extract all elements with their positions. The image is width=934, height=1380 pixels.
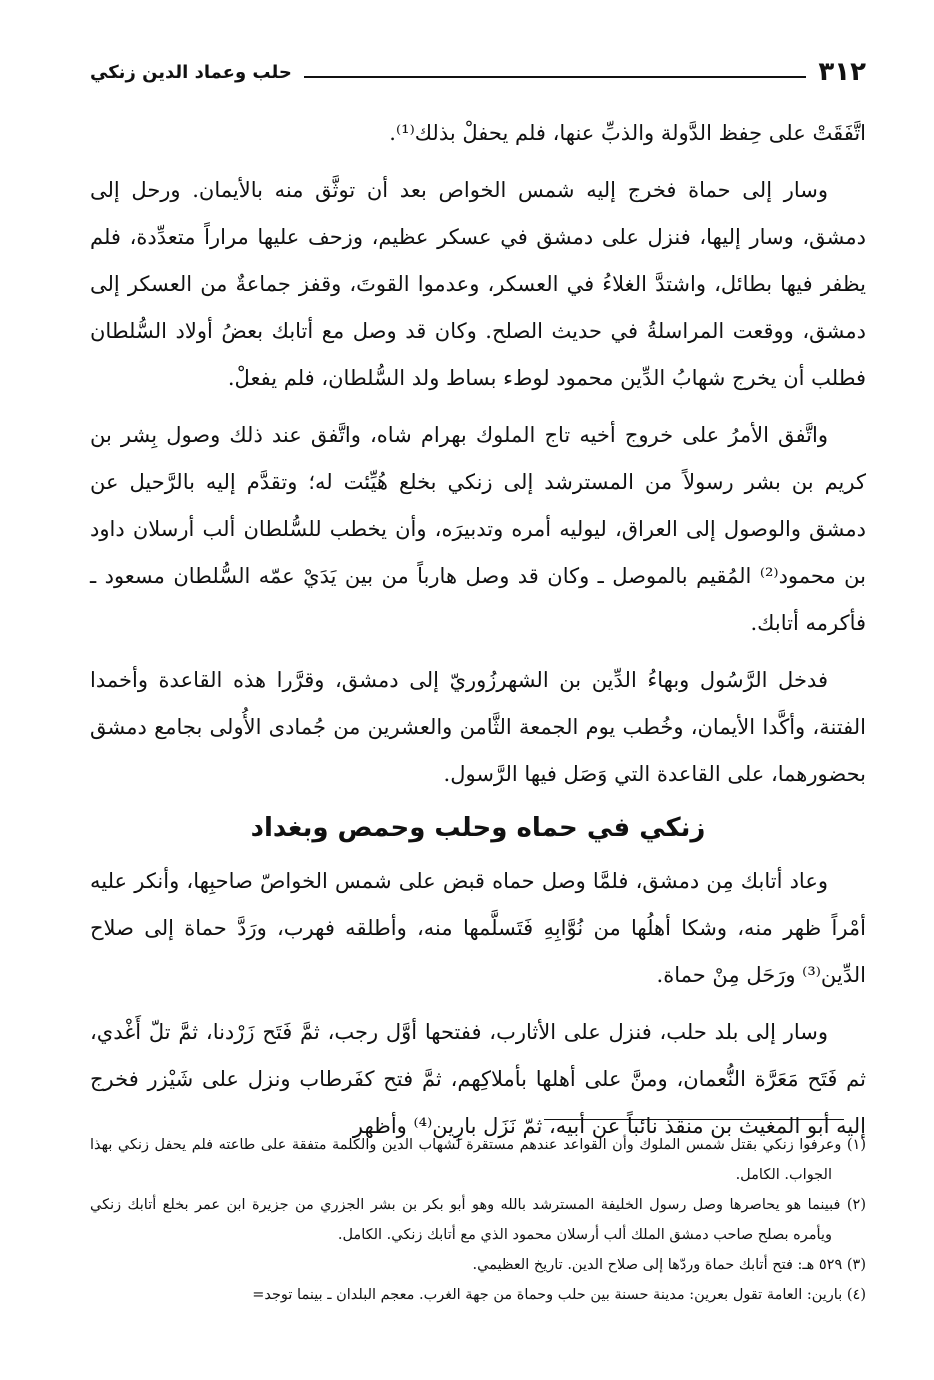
paragraph: اتَّفَقَتْ على حِفظ الدَّولة والذبِّ عنها، فلم يحفلْ بذلك⁽¹⁾. (389, 121, 866, 145)
paragraph: فدخل الرَّسُول وبهاءُ الدِّين بن الشهرزُوريّ إلى دمشق، وقرَّرا هذه القاعدة وأخمدا الفتنة، وأكَّدا الأيمان، وخُطب يوم الجمعة الثَّامن والعشرين من جُمادى الأُولى بجامع دمشق بحضورهما، على القاعدة التي وَصَل فيها الرَّسول. (90, 668, 866, 786)
page (90, 52, 866, 1160)
footnotes (90, 1130, 866, 1310)
paragraph: واتَّفق الأمرُ على خروج أخيه تاج الملوك بهرام شاه، واتَّفق عند ذلك وصول بِشر بن كريم بن بشر رسولاً من المسترشد إلى زنكي بخلع هُيِّئت له؛ وتقدَّم إليه بالرَّحيل عن دمشق والوصول إلى العراق، ليوليه أمره وتدبيرَه، وأن يخطب للسُّلطان ألب أرسلان داود بن محمود⁽²⁾ المُقيم بالموصل ـ وكان قد وصل هارباً من بين يَدَيْ عمّه السُّلطان مسعود ـ فأكرمه أتابك. (90, 423, 866, 635)
section-heading: زنكي في حماه وحلب وحمص وبغداد (250, 813, 706, 843)
footnote-rule (544, 1119, 844, 1120)
running-title: حلب وعماد الدين زنكي (90, 61, 292, 83)
footnote: (٤) بارين: العامة تقول بعرين: مدينة حسنة بين حلب وحماة من جهة الغرب. معجم البلدان ـ بينما توجد= (252, 1287, 866, 1303)
header-rule (304, 76, 807, 78)
page-header (90, 52, 866, 92)
body-text (90, 110, 866, 1150)
paragraph: وسار إلى حماة فخرج إليه شمس الخواص بعد أن توثَّق منه بالأيمان. ورحل إلى دمشق، وسار إليها، فنزل على دمشق في عسكر عظيم، وزحف عليها مراراً متعدِّدة، فلم يظفر فيها بطائل، واشتدَّ الغلاءُ في العسكر، وعدموا القوتَ، وقفز جماعةٌ من العسكر إلى دمشق، ووقعت المراسلةُ في حديث الصلح. وكان قد وصل مع أتابك بعضُ أولاد السُّلطان فطلب أن يخرج شهابُ الدِّين محمود لوطء بساط ولد السُّلطان، فلم يفعلْ. (90, 178, 866, 390)
footnote: (٣) ٥٢٩ هـ: فتح أتابك حماة وردّها إلى صلاح الدين. تاريخ العظيمي. (472, 1257, 866, 1273)
paragraph: وسار إلى بلد حلب، فنزل على الأثارب، ففتحها أوَّل رجب، ثمَّ فَتَح زَرْدنا، ثمَّ تلّ أَغْدي، ثم فَتَح مَعَرَّة النُّعمان، ومنَّ على أهلها بأملاكِهم، ثمَّ فتح كفَرطاب ونزل على شَيْزر فخرج إليه أبو المغيث بن منقذ نائباً عن أبيه، ثمّ نَزَل بارِين⁽⁴⁾ وأظهر (90, 1020, 866, 1138)
footnote: (٢) فبينما هو يحاصرها وصل رسول الخليفة المسترشد بالله وهو أبو بكر بن بشر الجزري من جزيرة ابن عمر بخلع أتابك زنكي ويأمره بصلح صاحب دمشق الملك ألب أرسلان محمود الذي مع أتابك زنكي. الكامل. (90, 1197, 866, 1243)
footnote: (١) وعرفوا زنكي بقتل شمس الملوك وأن القواعد عندهم مستقرة لشهاب الدين والكلمة متفقة على طاعته فلم يحفل زنكي بهذا الجواب. الكامل. (90, 1137, 866, 1183)
page-number: ٣١٢ (818, 57, 866, 87)
paragraph: وعاد أتابك مِن دمشق، فلمَّا وصل حماه قبض على شمس الخواصّ صاحبِها، وأنكر عليه أمْراً ظهر منه، وشكا أهلُها من نُوَّابِهِ فَتَسلَّمها منه، وأطلقه فهرب، ورَدَّ حماة إلى صلاح الدِّين⁽³⁾ ورَحَل مِنْ حماة. (90, 869, 866, 987)
